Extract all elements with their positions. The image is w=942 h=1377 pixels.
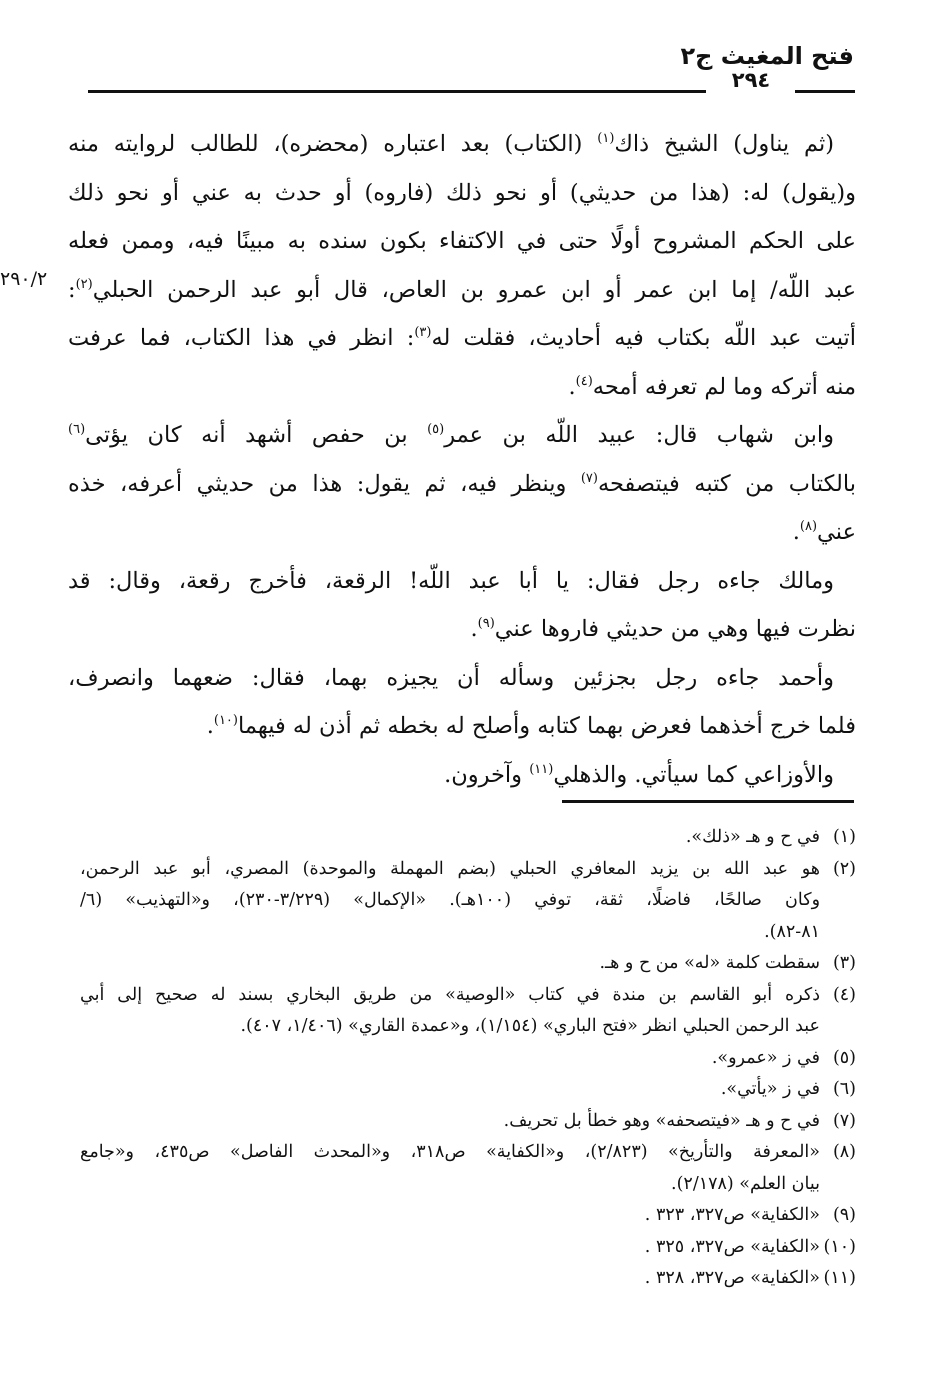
text-run: عني (817, 519, 856, 545)
footnote-ref: (٣) (414, 325, 432, 340)
footnote-ref: (٥) (427, 422, 445, 437)
text-line (68, 508, 856, 557)
footnote-text (80, 1200, 820, 1232)
text-line (68, 460, 856, 509)
text-run: نظرت فيها وهي من حديثي فاروها عني (494, 616, 856, 642)
text-run: بالكتاب من كتبه فيتصفحه (597, 470, 856, 497)
text-run: و(يقول) له: (هذا من حديثي) أو نحو ذلك (فاروه) أو حدث به عني أو نحو ذلك (68, 179, 856, 206)
text-line (68, 120, 856, 169)
text-run: . (568, 373, 576, 400)
footnote-number: (٨) (832, 1142, 856, 1162)
text-line (68, 363, 856, 412)
footnote-line: «الكفاية» ص٣٢٧، ٣٢٥ . (644, 1236, 820, 1257)
footnote-ref: (٨) (799, 519, 818, 534)
footnote-ref: (١٠) (213, 713, 238, 728)
page-number: ٢٩٤ (731, 68, 771, 92)
footnote-ref: (٧) (580, 470, 598, 486)
footnote-ref: (٦) (68, 422, 86, 437)
text-run: ومالك جاءه رجل فقال: يا أبا عبد اللّه! الرقعة، فأخرج رقعة، وقال: قد (68, 567, 834, 594)
text-run: . (206, 713, 214, 739)
paragraph (68, 751, 856, 800)
footnote-text (80, 1232, 820, 1264)
footnote-item (80, 1106, 856, 1138)
footnote-text (80, 1137, 820, 1200)
footnote-text (80, 1043, 820, 1075)
footnote-number: (٧) (832, 1110, 856, 1131)
footnote-ref: (٤) (575, 373, 593, 389)
footnote-number: (٣) (832, 953, 856, 973)
footnote-number: (٥) (832, 1047, 856, 1068)
footnote-line: سقطت كلمة «له» من ح و هـ. (599, 953, 820, 973)
paragraph (68, 411, 856, 557)
main-text (68, 120, 856, 799)
footnote-line: ذكره أبو القاسم بن مندة في كتاب «الوصية» من طريق البخاري بسند له صحيح إلى أبي (80, 984, 820, 1005)
text-line (68, 751, 856, 800)
footnote-line: وكان صالحًا، فاضلًا، ثقة، توفي (١٠٠هـ). «الإكمال» (٣/٢٢٩-٢٣٠)، و«التهذيب» (٦/ (80, 890, 821, 910)
header-rule (795, 90, 855, 93)
footnote-number: (١) (832, 827, 856, 847)
text-line (68, 702, 856, 751)
footnote-text (80, 948, 820, 980)
text-run: (الكتاب) بعد اعتباره (محضره)، للطالب لروايته منه (68, 131, 598, 157)
footnote-item (80, 822, 856, 854)
footnote-text (80, 822, 820, 854)
paragraph (68, 654, 856, 751)
text-run: منه أتركه وما لم تعرفه أمحه (592, 373, 856, 400)
text-run: . (470, 616, 478, 642)
footnote-item (80, 948, 856, 980)
footnote-ref: (٢) (75, 276, 93, 292)
text-line (68, 314, 856, 363)
text-run: : (68, 276, 76, 303)
footnote-line: في ز «يأتي». (720, 1079, 820, 1099)
text-run: وأحمد جاءه رجل بجزئين وسأله أن يجيزه بهما، فقال: ضعهما وانصرف، (68, 664, 834, 691)
text-run: على الحكم المشروح أولًا حتى في الاكتفاء بكون سنده به مبينًا فيه، وممن فعله (68, 228, 856, 254)
text-line (68, 557, 856, 606)
text-run: بن حفص أشهد أنه كان يؤتى (85, 422, 428, 448)
footnote-line: ٨١-٨٢). (764, 921, 820, 942)
footnote-ref: (١) (597, 131, 615, 146)
text-run: . (792, 519, 800, 545)
footnote-number: (١٠) (823, 1236, 856, 1257)
text-run: عبد اللّه/ إما ابن عمر أو ابن عمرو بن العاص، قال أبو عبد الرحمن الحبلي (92, 276, 856, 303)
text-run: : انظر في هذا الكتاب، فما عرفت (68, 325, 415, 351)
text-line (68, 266, 856, 315)
footnote-text (80, 854, 820, 949)
text-line (68, 411, 856, 460)
footnote-text (80, 1263, 820, 1295)
footnote-line: هو عبد الله بن يزيد المعافري الحبلي (بضم المهملة والموحدة) المصري، أبو عبد الرحمن، (80, 858, 820, 879)
footnote-line: في ح و هـ «ذلك». (685, 827, 820, 847)
footnote-item (80, 1263, 856, 1295)
text-line (68, 217, 856, 266)
footnote-line: «الكفاية» ص٣٢٧، ٣٢٨ . (644, 1268, 820, 1288)
footnote-line: بيان العلم» (٢/١٧٨). (671, 1173, 820, 1194)
header-rule (88, 90, 706, 93)
footnote-item (80, 1074, 856, 1106)
text-run: وآخرون. (444, 761, 530, 788)
footnote-text (80, 1074, 820, 1106)
footnote-item (80, 854, 856, 949)
text-run: فلما خرج أخذهما فعرض بهما كتابه وأصلح له بخطه ثم أذن له فيهما (238, 713, 856, 739)
footnote-number: (٤) (832, 984, 856, 1005)
footnote-item (80, 1137, 856, 1200)
footnote-text (80, 980, 820, 1043)
footnote-separator (562, 800, 854, 803)
footnote-line: «المعرفة والتأريخ» (٢/٨٢٣)، و«الكفاية» ص٣١٨، و«المحدث الفاصل» ص٤٣٥، و«جامع (80, 1142, 820, 1162)
footnote-line: في ح و هـ «فيتصحفه» وهو خطأ بل تحريف. (503, 1110, 820, 1131)
footnote-item (80, 1232, 856, 1264)
text-run: وينظر فيه، ثم يقول: هذا من حديثي أعرفه، خذه (68, 470, 581, 497)
footnote-line: «الكفاية» ص٣٢٧، ٣٢٣ . (644, 1205, 820, 1225)
footnote-item (80, 1043, 856, 1075)
footnote-item (80, 980, 856, 1043)
text-run: وابن شهاب قال: عبيد اللّه بن عمر (444, 422, 834, 448)
text-line (68, 169, 856, 218)
footnote-text (80, 1106, 820, 1138)
footnote-ref: (١١) (529, 761, 554, 777)
footnote-number: (٢) (832, 858, 856, 879)
footnote-line: في ز «عمرو». (711, 1047, 820, 1068)
paragraph (68, 120, 856, 411)
text-run: والأوزاعي كما سيأتي. والذهلي (553, 761, 834, 788)
footnote-item (80, 1200, 856, 1232)
margin-reference: ٢٩٠/٢ (0, 268, 48, 290)
footnote-ref: (٩) (477, 616, 495, 631)
paragraph (68, 557, 856, 654)
text-run: (ثم يناول) الشيخ ذاك (614, 131, 834, 157)
text-line (68, 654, 856, 703)
text-run: أتيت عبد اللّه بكتاب فيه أحاديث، فقلت له (431, 325, 856, 351)
text-line (68, 605, 856, 654)
footnote-number: (٩) (832, 1205, 856, 1225)
footnote-number: (١١) (823, 1268, 856, 1288)
running-title: فتح المغيث ج٢ (680, 42, 854, 70)
footnote-number: (٦) (832, 1079, 856, 1099)
footnotes (80, 822, 856, 1295)
footnote-line: عبد الرحمن الحبلي انظر «فتح الباري» (١/١٥٤)، و«عمدة القاري» (١/٤٠٦، ٤٠٧). (240, 1016, 820, 1036)
